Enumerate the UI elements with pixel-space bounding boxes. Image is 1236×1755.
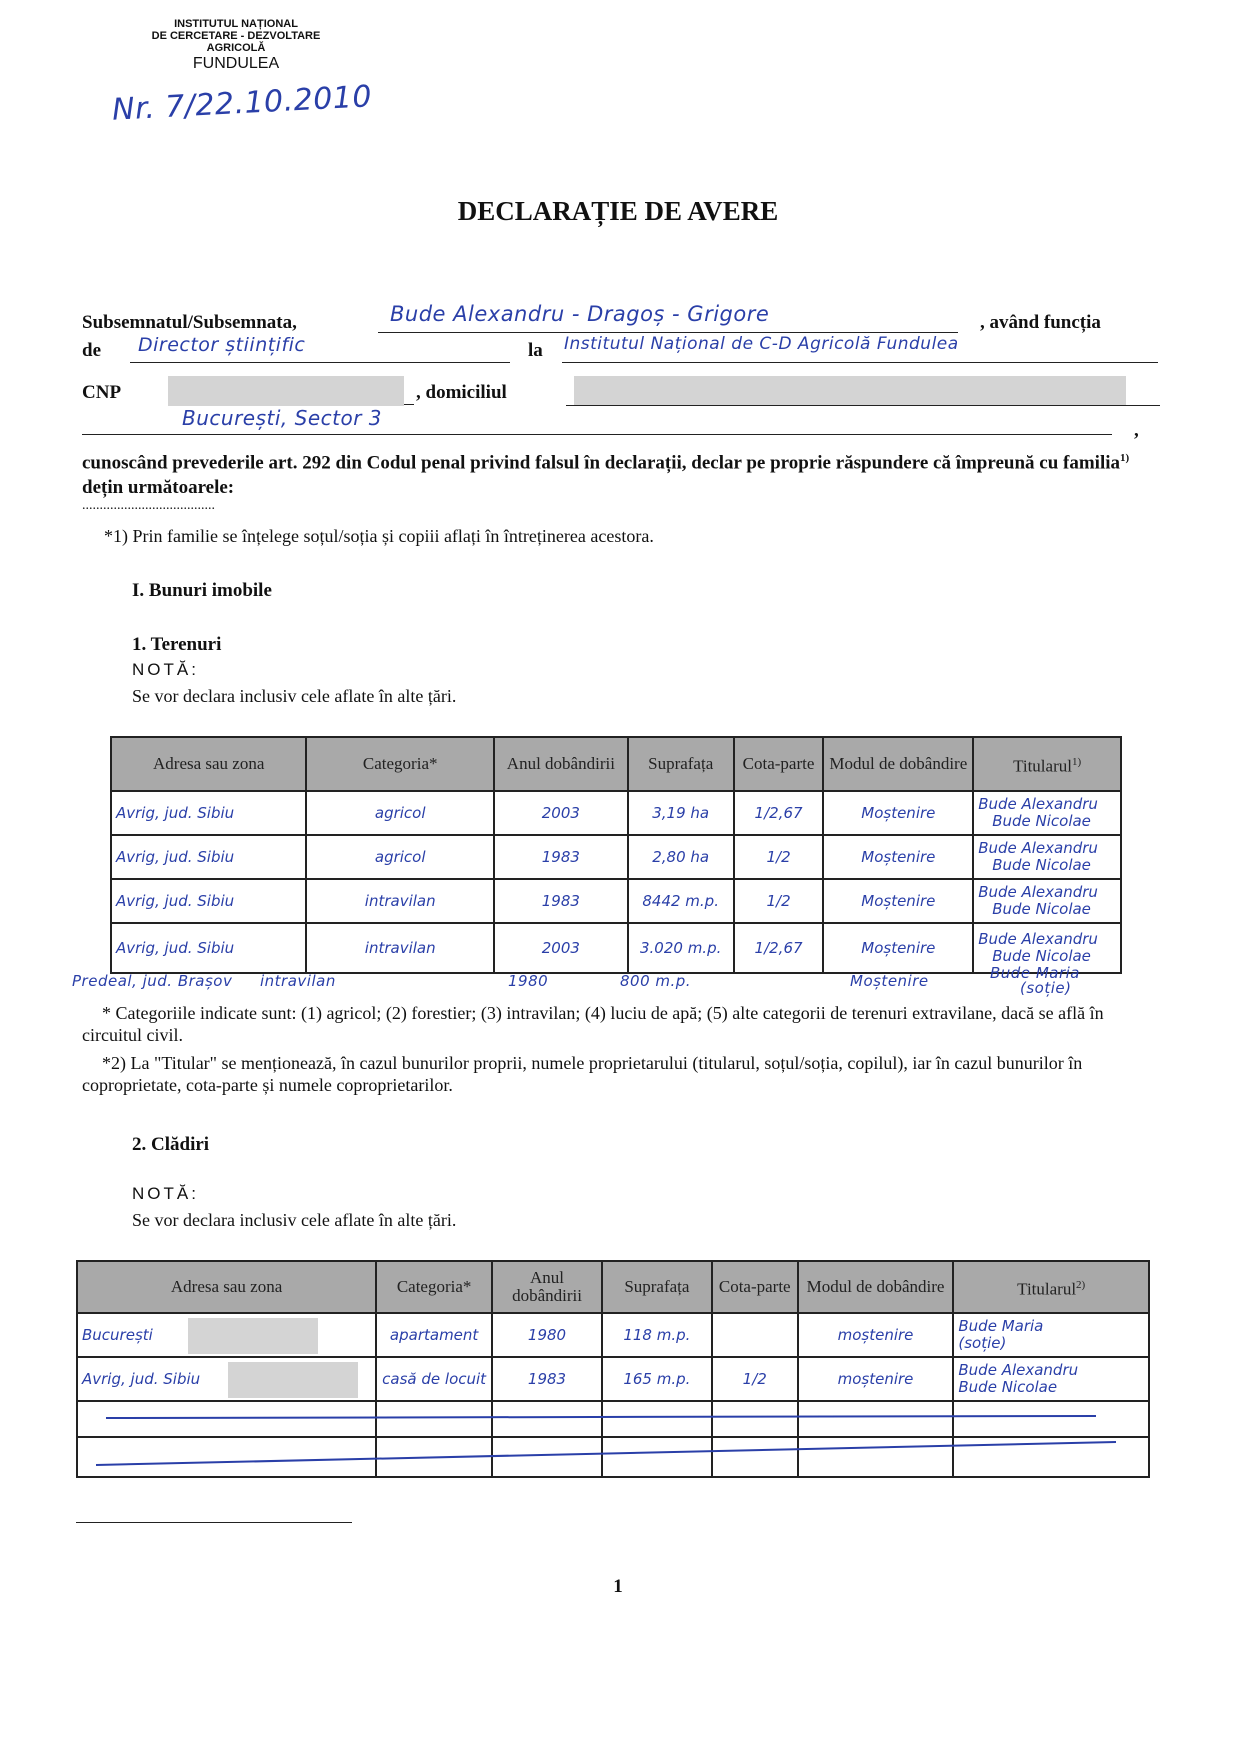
table-row <box>111 835 1121 879</box>
address-redacted <box>188 1318 318 1354</box>
header-anul: Anul dobândirii <box>492 1261 602 1313</box>
stamp-line: INSTITUTUL NAȚIONAL <box>174 18 298 30</box>
titular-name: Bude Nicolae <box>992 900 1091 918</box>
header-adresa: Adresa sau zona <box>111 737 306 791</box>
titular-name: Bude Nicolae <box>958 1378 1058 1396</box>
declarant-city: București, Sector 3 <box>182 406 383 430</box>
header-titular-sup: 1) <box>1071 755 1082 768</box>
table-row <box>77 1313 1149 1357</box>
cnp-underline <box>404 404 414 405</box>
titular-name: Bude Nicolae <box>992 856 1091 874</box>
cell-titular <box>973 835 1121 879</box>
cell-adresa-text: București <box>82 1325 153 1344</box>
cell-cota: 1/2 <box>712 1357 798 1401</box>
categories-note-2: *2) La "Titular" se menționează, în cazul bunurilor proprii, numele proprietarului (titularul, soțul/soția, copilul), iar în cazul bunurilor în coproprietate, cota-parte și numele coproprietarilor. <box>82 1053 1083 1095</box>
cell-anul: 2003 <box>494 791 628 835</box>
cell-titular <box>953 1313 1149 1357</box>
cell-suprafata: 3,19 ha <box>628 791 734 835</box>
cell-anul: 1980 <box>492 1313 602 1357</box>
cell-adresa <box>77 1357 376 1401</box>
titular-name: Bude Alexandru <box>958 1361 1079 1379</box>
table-row <box>77 1357 1149 1401</box>
cell-modul: Moștenire <box>823 879 973 923</box>
section-1-nota-label: NOTĂ: <box>132 660 199 679</box>
header-modul: Modul de dobândire <box>798 1261 954 1313</box>
cell-cota: 1/2 <box>734 835 824 879</box>
cell-modul: Moștenire <box>823 791 973 835</box>
registration-number: Nr. 7/22.10.2010 <box>111 79 373 128</box>
header-cota: Cota-parte <box>712 1261 798 1313</box>
cell-categoria: intravilan <box>306 879 494 923</box>
header-categoria: Categoria* <box>306 737 494 791</box>
cell-titular <box>973 879 1121 923</box>
header-suprafata: Suprafața <box>628 737 734 791</box>
strike-line <box>96 1442 1116 1465</box>
header-categoria: Categoria* <box>376 1261 492 1313</box>
cell-suprafata: 118 m.p. <box>602 1313 712 1357</box>
domiciliul-label: , domiciliul <box>416 382 507 403</box>
titular-name: Bude Alexandru <box>978 839 1098 857</box>
titular-name: Bude Alexandru <box>978 930 1098 948</box>
page-title: DECLARAȚIE DE AVERE <box>457 196 779 226</box>
cell-suprafata: 8442 m.p. <box>628 879 734 923</box>
address-redacted <box>574 376 1126 406</box>
cnp-redacted <box>168 376 404 406</box>
declaration-body: cunoscând prevederile art. 292 din Codul penal privind falsul în declarații, declar pe proprie răspundere că împreună cu familia <box>82 452 1121 474</box>
city-field <box>82 406 1112 435</box>
declaration-sup: 1) <box>1120 452 1130 464</box>
extra-row-modul: Moștenire <box>850 972 929 990</box>
extra-row-categoria: intravilan <box>260 972 336 990</box>
titular-name: (soție) <box>958 1334 1007 1352</box>
table-row <box>111 791 1121 835</box>
strike-lines <box>76 1400 1150 1490</box>
titular-name: Bude Nicolae <box>992 947 1091 965</box>
header-titular <box>973 737 1121 791</box>
institution-field <box>562 334 1158 363</box>
cell-modul: moștenire <box>798 1357 954 1401</box>
titular-name: (soție) <box>1020 979 1072 997</box>
section-2-nota-text: Se vor declara inclusiv cele aflate în alte țări. <box>132 1210 457 1230</box>
table-header-row <box>77 1261 1149 1313</box>
cell-anul: 1983 <box>494 879 628 923</box>
terenuri-table <box>110 736 1122 974</box>
extra-row-anul: 1980 <box>508 972 549 990</box>
extra-row-suprafata: 800 m.p. <box>620 972 692 990</box>
la-label: la <box>528 340 543 361</box>
declarant-institution: Institutul Național de C-D Agricolă Fundulea <box>564 334 959 354</box>
cell-categoria: apartament <box>376 1313 492 1357</box>
declaration-end: dețin următoarele: <box>82 477 235 499</box>
titular-name: Bude Alexandru <box>978 883 1098 901</box>
extra-row-adresa: Predeal, jud. Brașov <box>72 972 233 990</box>
header-modul: Modul de dobândire <box>823 737 973 791</box>
cell-modul: Moștenire <box>823 835 973 879</box>
cell-adresa: Avrig, jud. Sibiu <box>111 879 306 923</box>
cell-modul: moștenire <box>798 1313 954 1357</box>
name-field <box>378 302 958 333</box>
header-adresa: Adresa sau zona <box>77 1261 376 1313</box>
cell-adresa-text: Avrig, jud. Sibiu <box>82 1369 201 1388</box>
cell-cota <box>712 1313 798 1357</box>
titular-name: Bude Alexandru <box>978 795 1098 813</box>
institution-stamp <box>136 18 336 74</box>
cell-adresa: Avrig, jud. Sibiu <box>111 791 306 835</box>
cell-modul: Moștenire <box>823 923 973 973</box>
cell-cota: 1/2,67 <box>734 923 824 973</box>
comma: , <box>1134 420 1139 441</box>
stamp-city: FUNDULEA <box>192 55 280 72</box>
header-suprafata: Suprafața <box>602 1261 712 1313</box>
cell-categoria: agricol <box>306 791 494 835</box>
de-label: de <box>82 340 101 361</box>
declarant-name: Bude Alexandru - Dragoș - Grigore <box>390 302 770 326</box>
table-header-row <box>111 737 1121 791</box>
section-2-subtitle: 2. Clădiri <box>132 1134 210 1155</box>
cell-adresa <box>77 1313 376 1357</box>
function-field <box>130 334 510 363</box>
header-titular-label: Titularul <box>1017 1279 1077 1299</box>
cell-suprafata: 3.020 m.p. <box>628 923 734 973</box>
cell-anul: 1983 <box>492 1357 602 1401</box>
table-row <box>111 923 1121 973</box>
cell-suprafata: 2,80 ha <box>628 835 734 879</box>
section-1-title: I. Bunuri imobile <box>132 580 272 601</box>
avand-functia-label: , având funcția <box>980 312 1101 333</box>
cell-categoria: agricol <box>306 835 494 879</box>
cell-cota: 1/2 <box>734 879 824 923</box>
declaration-text <box>82 446 1162 500</box>
cell-cota: 1/2,67 <box>734 791 824 835</box>
header-cota: Cota-parte <box>734 737 824 791</box>
cell-adresa: Avrig, jud. Sibiu <box>111 835 306 879</box>
strike-line <box>106 1416 1096 1418</box>
extra-row-titular <box>990 966 1080 996</box>
address-redacted <box>228 1362 358 1398</box>
header-anul: Anul dobândirii <box>494 737 628 791</box>
section-2-nota-label: NOTĂ: <box>132 1184 199 1203</box>
section-1-nota-text: Se vor declara inclusiv cele aflate în alte țări. <box>132 686 457 706</box>
categories-note-1: * Categoriile indicate sunt: (1) agricol; (2) forestier; (3) intravilan; (4) luciu de apă; (5) alte categorii de terenuri extravilane, dacă se află în circuitul civil. <box>82 1003 1104 1045</box>
cell-anul: 1983 <box>494 835 628 879</box>
cell-anul: 2003 <box>494 923 628 973</box>
footnote-dots: ...................................... <box>82 498 215 513</box>
cell-titular <box>973 791 1121 835</box>
stamp-line: AGRICOLĂ <box>206 42 266 54</box>
cell-titular <box>953 1357 1149 1401</box>
subsemnatul-label: Subsemnatul/Subsemnata, <box>82 312 297 333</box>
page-number: 1 <box>613 1576 623 1597</box>
declarant-function: Director științific <box>138 334 306 356</box>
section-1-subtitle: 1. Terenuri <box>132 634 222 655</box>
cell-adresa: Avrig, jud. Sibiu <box>111 923 306 973</box>
table-row <box>111 879 1121 923</box>
titular-name: Bude Maria <box>990 964 1080 982</box>
cell-categoria: intravilan <box>306 923 494 973</box>
header-titular <box>953 1261 1149 1313</box>
cell-suprafata: 165 m.p. <box>602 1357 712 1401</box>
cnp-label: CNP <box>82 382 122 403</box>
header-titular-sup: 2) <box>1076 1278 1086 1291</box>
cell-categoria: casă de locuit <box>376 1357 492 1401</box>
footnote-family: *1) Prin familie se înțelege soțul/soția și copiii aflați în întreținerea acestora. <box>104 526 654 546</box>
header-titular-label: Titularul <box>1013 756 1072 776</box>
titular-name: Bude Nicolae <box>992 812 1091 830</box>
stamp-line: DE CERCETARE - DEZVOLTARE <box>151 30 321 42</box>
titular-name: Bude Maria <box>958 1317 1044 1335</box>
footnote-separator <box>76 1522 352 1523</box>
